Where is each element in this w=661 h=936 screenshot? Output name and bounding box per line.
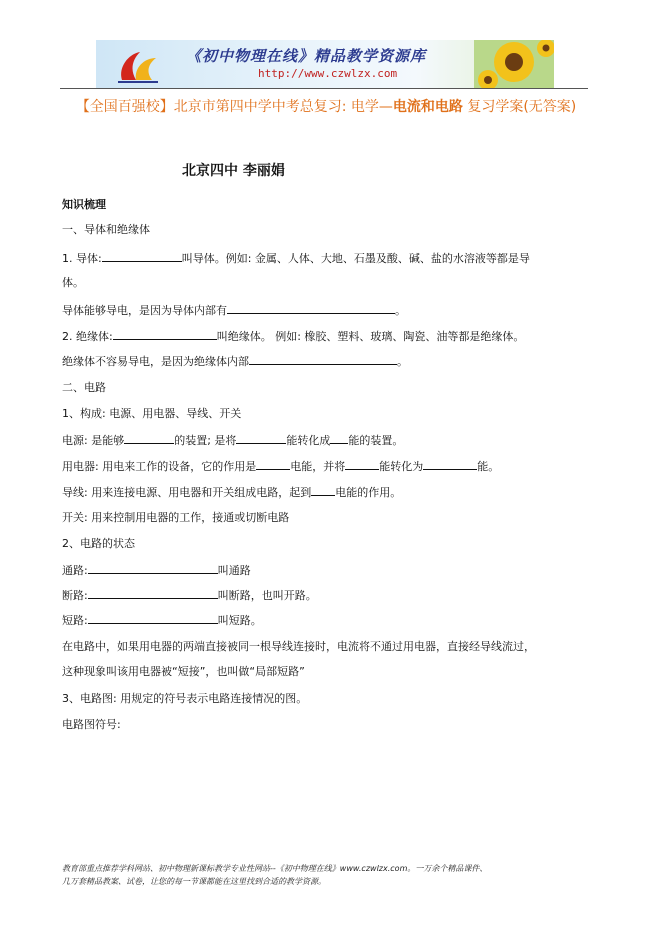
text-line: 2. 绝缘体: 叫绝缘体。 例如: 橡胶、塑料、玻璃、陶瓷、油等都是绝缘体。 (62, 330, 525, 343)
text-line: 导体能够导电，是因为导体内部有 。 (62, 304, 406, 317)
fill-blank[interactable] (330, 432, 348, 444)
fill-blank[interactable] (311, 484, 335, 496)
fill-blank[interactable] (88, 587, 218, 599)
page-footer (62, 862, 602, 888)
fill-blank[interactable] (423, 458, 477, 470)
subsection-title: 一、导体和绝缘体 (62, 223, 150, 236)
text-line: 断路: 叫断路，也叫开路。 (62, 589, 317, 602)
document-title (62, 94, 590, 121)
subsection-title: 二、电路 (62, 381, 106, 394)
fill-blank[interactable] (124, 432, 174, 444)
text-line: 导线: 用来连接电源、用电器和开关组成电路，起到 电能的作用。 (62, 486, 402, 499)
fill-blank[interactable] (227, 302, 395, 314)
fill-blank[interactable] (102, 250, 182, 262)
text-line: 这种现象叫该用电器被“短接”，也叫做“局部短路” (62, 665, 305, 678)
fill-blank[interactable] (345, 458, 379, 470)
text-line: 电源: 是能够 的装置; 是将 能转化成 能的装置。 (62, 434, 404, 447)
title-part-2: 复习学案(无答案) (462, 99, 577, 115)
title-part-1: 【全国百强校】北京市第四中学中考总复习: 电学— (75, 99, 393, 115)
fill-blank[interactable] (88, 562, 218, 574)
author-line: 北京四中 李丽娟 (182, 163, 285, 179)
fill-blank[interactable] (249, 353, 397, 365)
text-line: 通路: 叫通路 (62, 564, 251, 577)
text-line: 在电路中，如果用电器的两端直接被同一根导线连接时，电流将不通过用电器，直接经导线流过， (62, 640, 535, 653)
header-divider (60, 88, 588, 89)
text-line: 电路图符号: (62, 718, 121, 731)
title-bold-topic: 电流和电路 (392, 99, 463, 115)
fill-blank[interactable] (88, 612, 218, 624)
site-logo-icon (114, 46, 160, 84)
banner-url[interactable]: http://www.czwlzx.com (258, 67, 398, 80)
section-heading: 知识梳理 (62, 198, 106, 211)
banner-title: 《初中物理在线》精品教学资源库 (186, 47, 427, 65)
text-line: 绝缘体不容易导电，是因为绝缘体内部 。 (62, 355, 408, 368)
text-line: 短路: 叫短路。 (62, 614, 262, 627)
header-banner (96, 40, 554, 88)
sunflower-image-icon (474, 40, 554, 88)
text-line: 3、电路图: 用规定的符号表示电路连接情况的图。 (62, 692, 308, 705)
fill-blank[interactable] (256, 458, 290, 470)
footer-line: 教育部重点推荐学科网站、初中物理新课标教学专业性网站--《初中物理在线》www.czwlzx.com。一万余个精品课件、 (62, 864, 488, 873)
text-line: 用电器: 用电来工作的设备，它的作用是 电能，并将 能转化为 能。 (62, 460, 500, 473)
text-line: 1. 导体: 叫导体。例如: 金属、人体、大地、石墨及酸、碱、盐的水溶液等都是导 (62, 252, 530, 265)
subsection-title: 2、电路的状态 (62, 537, 135, 550)
fill-blank[interactable] (236, 432, 286, 444)
footer-line: 几万套精品教案、试卷，让您的每一节课都能在这里找到合适的教学资源。 (62, 877, 326, 886)
text-line: 1、构成: 电源、用电器、导线、开关 (62, 407, 242, 420)
text-line: 开关: 用来控制用电器的工作，接通或切断电路 (62, 511, 290, 524)
fill-blank[interactable] (113, 328, 217, 340)
text-line: 体。 (62, 276, 84, 289)
